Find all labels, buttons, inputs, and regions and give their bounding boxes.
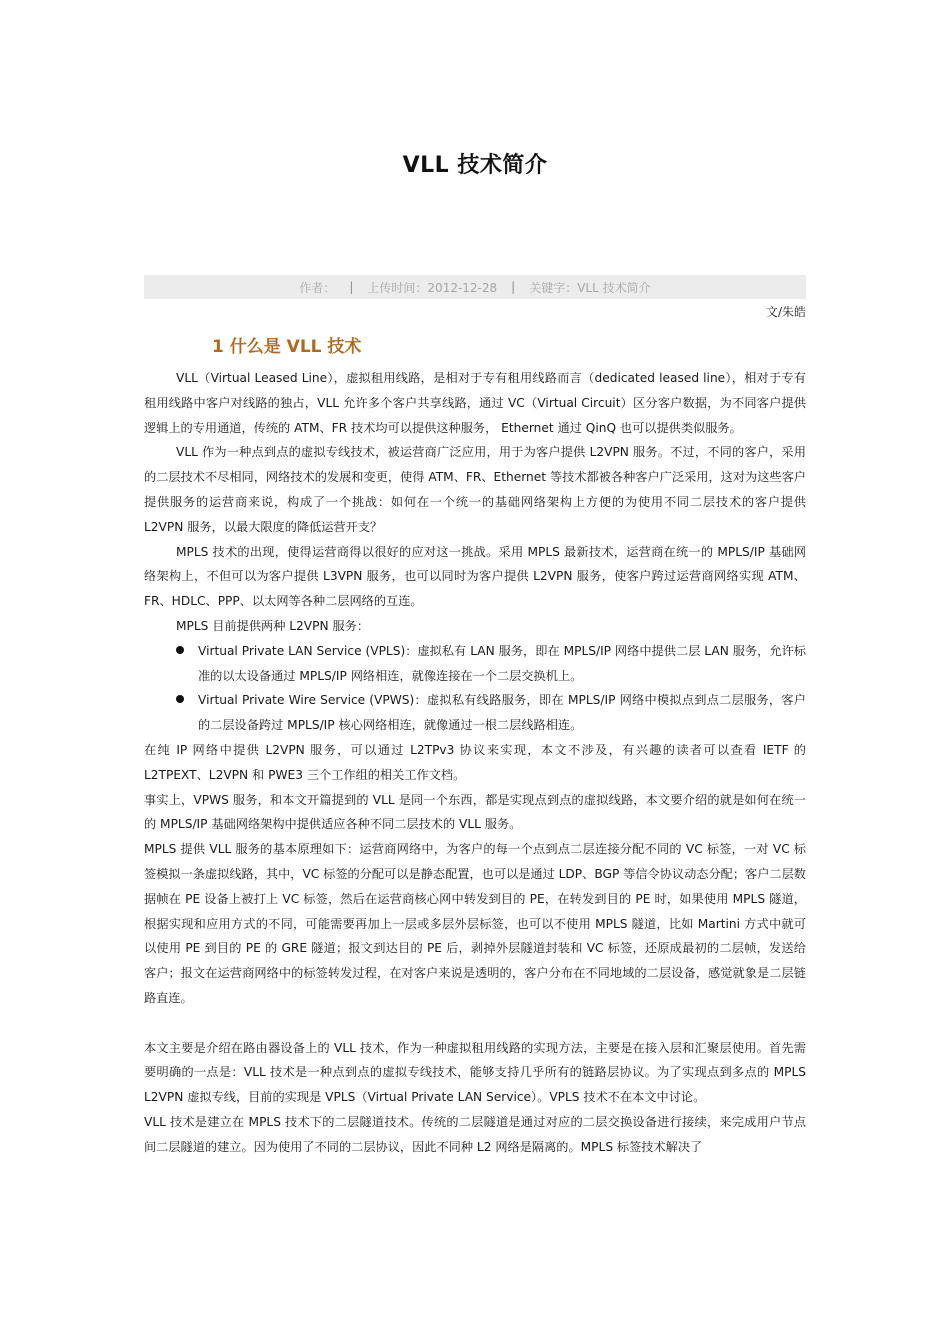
bullet-icon xyxy=(176,695,184,703)
list-item xyxy=(144,639,806,689)
paragraph: 在纯 IP 网络中提供 L2VPN 服务，可以通过 L2TPv3 协议来实现，本文不涉及，有兴趣的读者可以查看 IETF 的 L2TPEXT、L2VPN 和 PWE3 三个工作组的相关工作文档。 xyxy=(144,742,806,782)
meta-separator: | xyxy=(511,280,516,294)
meta-keywords: 关键字：VLL 技术简介 xyxy=(529,280,651,295)
bullet-list xyxy=(144,639,806,738)
list-item-text: Virtual Private LAN Service (VPLS)：虚拟私有 LAN 服务，即在 MPLS/IP 网络中提供二层 LAN 服务，允许标准的以太设备通过 MPLS/IP 网络相连，就像连接在一个二层交换机上。 xyxy=(198,643,806,683)
meta-upload-time: 上传时间：2012-12-28 xyxy=(367,280,498,295)
paragraph: VLL 作为一种点到点的虚拟专线技术，被运营商广泛应用，用于为客户提供 L2VPN 服务。不过，不同的客户，采用的二层技术不尽相同，网络技术的发展和变更，使得 ATM、FR、Ethernet 等技术都被各种客户广泛采用，这对为这些客户提供服务的运营商来说，构成了一个挑战：如何在一个统一的基础网络架构上方便的为使用不同二层技术的客户提供 L2VPN 服务，以最大限度的降低运营开支？ xyxy=(144,445,806,534)
meta-bar xyxy=(144,275,806,299)
paragraph-spacer xyxy=(144,1011,806,1036)
section-heading: 1 什么是 VLL 技术 xyxy=(212,337,362,357)
paragraph: MPLS 提供 VLL 服务的基本原理如下：运营商网络中，为客户的每一个点到点二层连接分配不同的 VC 标签，一对 VC 标签模拟一条虚拟线路，其中，VC 标签的分配可以是静态配置，也可以是通过 LDP、BGP 等信令协议动态分配；客户二层数据帧在 PE 设备上被打上 VC 标签，然后在运营商核心网中转发到目的 PE，在转发到目的 PE 时，如果使用 MPLS 隧道，根据实现和应用方式的不同，可能需要再加上一层或多层外层标签，也可以不使用 MPLS 隧道，比如 Martini 方式中就可以使用 PE 到目的 PE 的 GRE 隧道；报文到达目的 PE 后，剥掉外层隧道封装和 VC 标签，还原成最初的二层帧，发送给客户；报文在运营商网络中的标签转发过程，在对客户来说是透明的，客户分布在不同地域的二层设备，感觉就象是二层链路直连。 xyxy=(144,842,806,1005)
list-item-text: Virtual Private Wire Service (VPWS)：虚拟私有线路服务，即在 MPLS/IP 网络中模拟点到点二层服务，客户的二层设备跨过 MPLS/IP 核心网络相连，就像通过一根二层线路相连。 xyxy=(198,693,806,733)
paragraph: MPLS 目前提供两种 L2VPN 服务： xyxy=(176,618,370,633)
paragraph: 事实上，VPWS 服务，和本文开篇提到的 VLL 是同一个东西，都是实现点到点的虚拟线路，本文要介绍的就是如何在统一的 MPLS/IP 基础网络架构中提供适应各种不同二层技术的 VLL 服务。 xyxy=(144,792,806,832)
document-title: VLL 技术简介 xyxy=(402,153,548,178)
meta-separator: | xyxy=(349,280,354,294)
paragraph: VLL（Virtual Leased Line），虚拟租用线路，是相对于专有租用线路而言（dedicated leased line），相对于专有租用线路中客户对线路的独占，VLL 允许多个客户共享线路，通过 VC（Virtual Circuit）区分客户数据，为不同客户提供逻辑上的专用通道，传统的 ATM、FR 技术均可以提供这种服务， Ethernet 通过 QinQ 也可以提供类似服务。 xyxy=(144,371,806,435)
paragraph: VLL 技术是建立在 MPLS 技术下的二层隧道技术。传统的二层隧道是通过对应的二层交换设备进行接续，来完成用户节点间二层隧道的建立。因为使用了不同的二层协议，因此不同种 L2 网络是隔离的。MPLS 标签技术解决了 xyxy=(144,1114,806,1154)
paragraph: MPLS 技术的出现，使得运营商得以很好的应对这一挑战。采用 MPLS 最新技术，运营商在统一的 MPLS/IP 基础网络架构上，不但可以为客户提供 L3VPN 服务，也可以同时为客户提供 L2VPN 服务，使客户跨过运营商网络实现 ATM、FR、HDLC、PPP、以太网等各种二层网络的互连。 xyxy=(144,544,806,609)
bullet-icon xyxy=(176,646,184,654)
body-text xyxy=(144,366,806,1160)
paragraph: 本文主要是介绍在路由器设备上的 VLL 技术，作为一种虚拟租用线路的实现方法，主要是在接入层和汇聚层使用。首先需要明确的一点是：VLL 技术是一种点到点的虚拟专线技术，能够支持几乎所有的链路层协议。为了实现点到多点的 MPLS L2VPN 虚拟专线，目前的实现是 VPLS（Virtual Private LAN Service）。VPLS 技术不在本文中讨论。 xyxy=(144,1040,806,1105)
list-item xyxy=(144,688,806,738)
byline: 文/朱皓 xyxy=(765,305,806,319)
meta-author: 作者： xyxy=(299,280,336,295)
